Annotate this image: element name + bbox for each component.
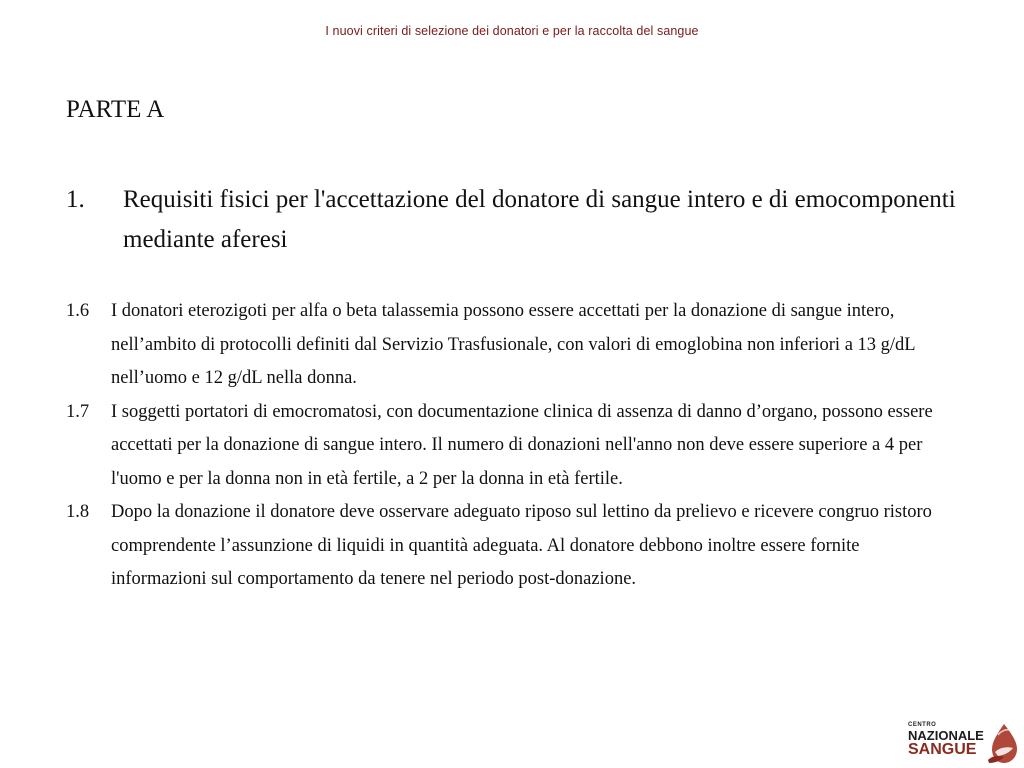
- part-title: PARTE A: [66, 96, 165, 123]
- page-header: I nuovi criteri di selezione dei donatori e per la raccolta del sangue: [325, 24, 699, 38]
- list-item: [66, 295, 946, 396]
- item-text: I donatori eterozigoti per alfa o beta talassemia possono essere accettati per la donazione di sangue intero, nell’ambito di protocolli definiti dal Servizio Trasfusionale, con valori di emoglobina non inferiori a 13 g/dL nell’uomo e 12 g/dL nella donna.: [111, 301, 915, 388]
- requirements-list: [66, 295, 946, 597]
- item-text: Dopo la donazione il donatore deve osservare adeguato riposo sul lettino da prelievo e ricevere congruo ristoro comprendente l’assunzione di liquidi in quantità adeguata. Al donatore debbono inoltre essere fornite informazioni sul comportamento da tenere nel periodo post-donazione.: [111, 502, 932, 589]
- section-number: 1.: [66, 186, 85, 213]
- item-number: 1.8: [66, 502, 90, 522]
- blood-drop-hand-icon: [986, 722, 1020, 766]
- item-number: 1.6: [66, 301, 90, 321]
- item-number: 1.7: [66, 401, 90, 422]
- centro-nazionale-sangue-logo: [908, 722, 1020, 766]
- section-title: Requisiti fisici per l'accettazione del donatore di sangue intero e di emocomponenti mediante aferesi: [123, 186, 956, 253]
- logo-line-sangue: SANGUE: [908, 741, 977, 758]
- logo-line-nazionale: NAZIONALE: [908, 728, 984, 743]
- list-item: [66, 496, 946, 597]
- list-item: [66, 396, 946, 497]
- logo-text: [908, 722, 988, 758]
- item-text: I soggetti portatori di emocromatosi, con documentazione clinica di assenza di danno d’organo, possono essere accettati per la donazione di sangue intero. Il numero di donazioni nell'anno non deve essere superiore a 4 per l'uomo e per la donna non in età fertile, a 2 per la donna in età fertile.: [111, 401, 933, 489]
- section-heading: [66, 180, 966, 260]
- logo-line-centro: CENTRO: [908, 722, 937, 728]
